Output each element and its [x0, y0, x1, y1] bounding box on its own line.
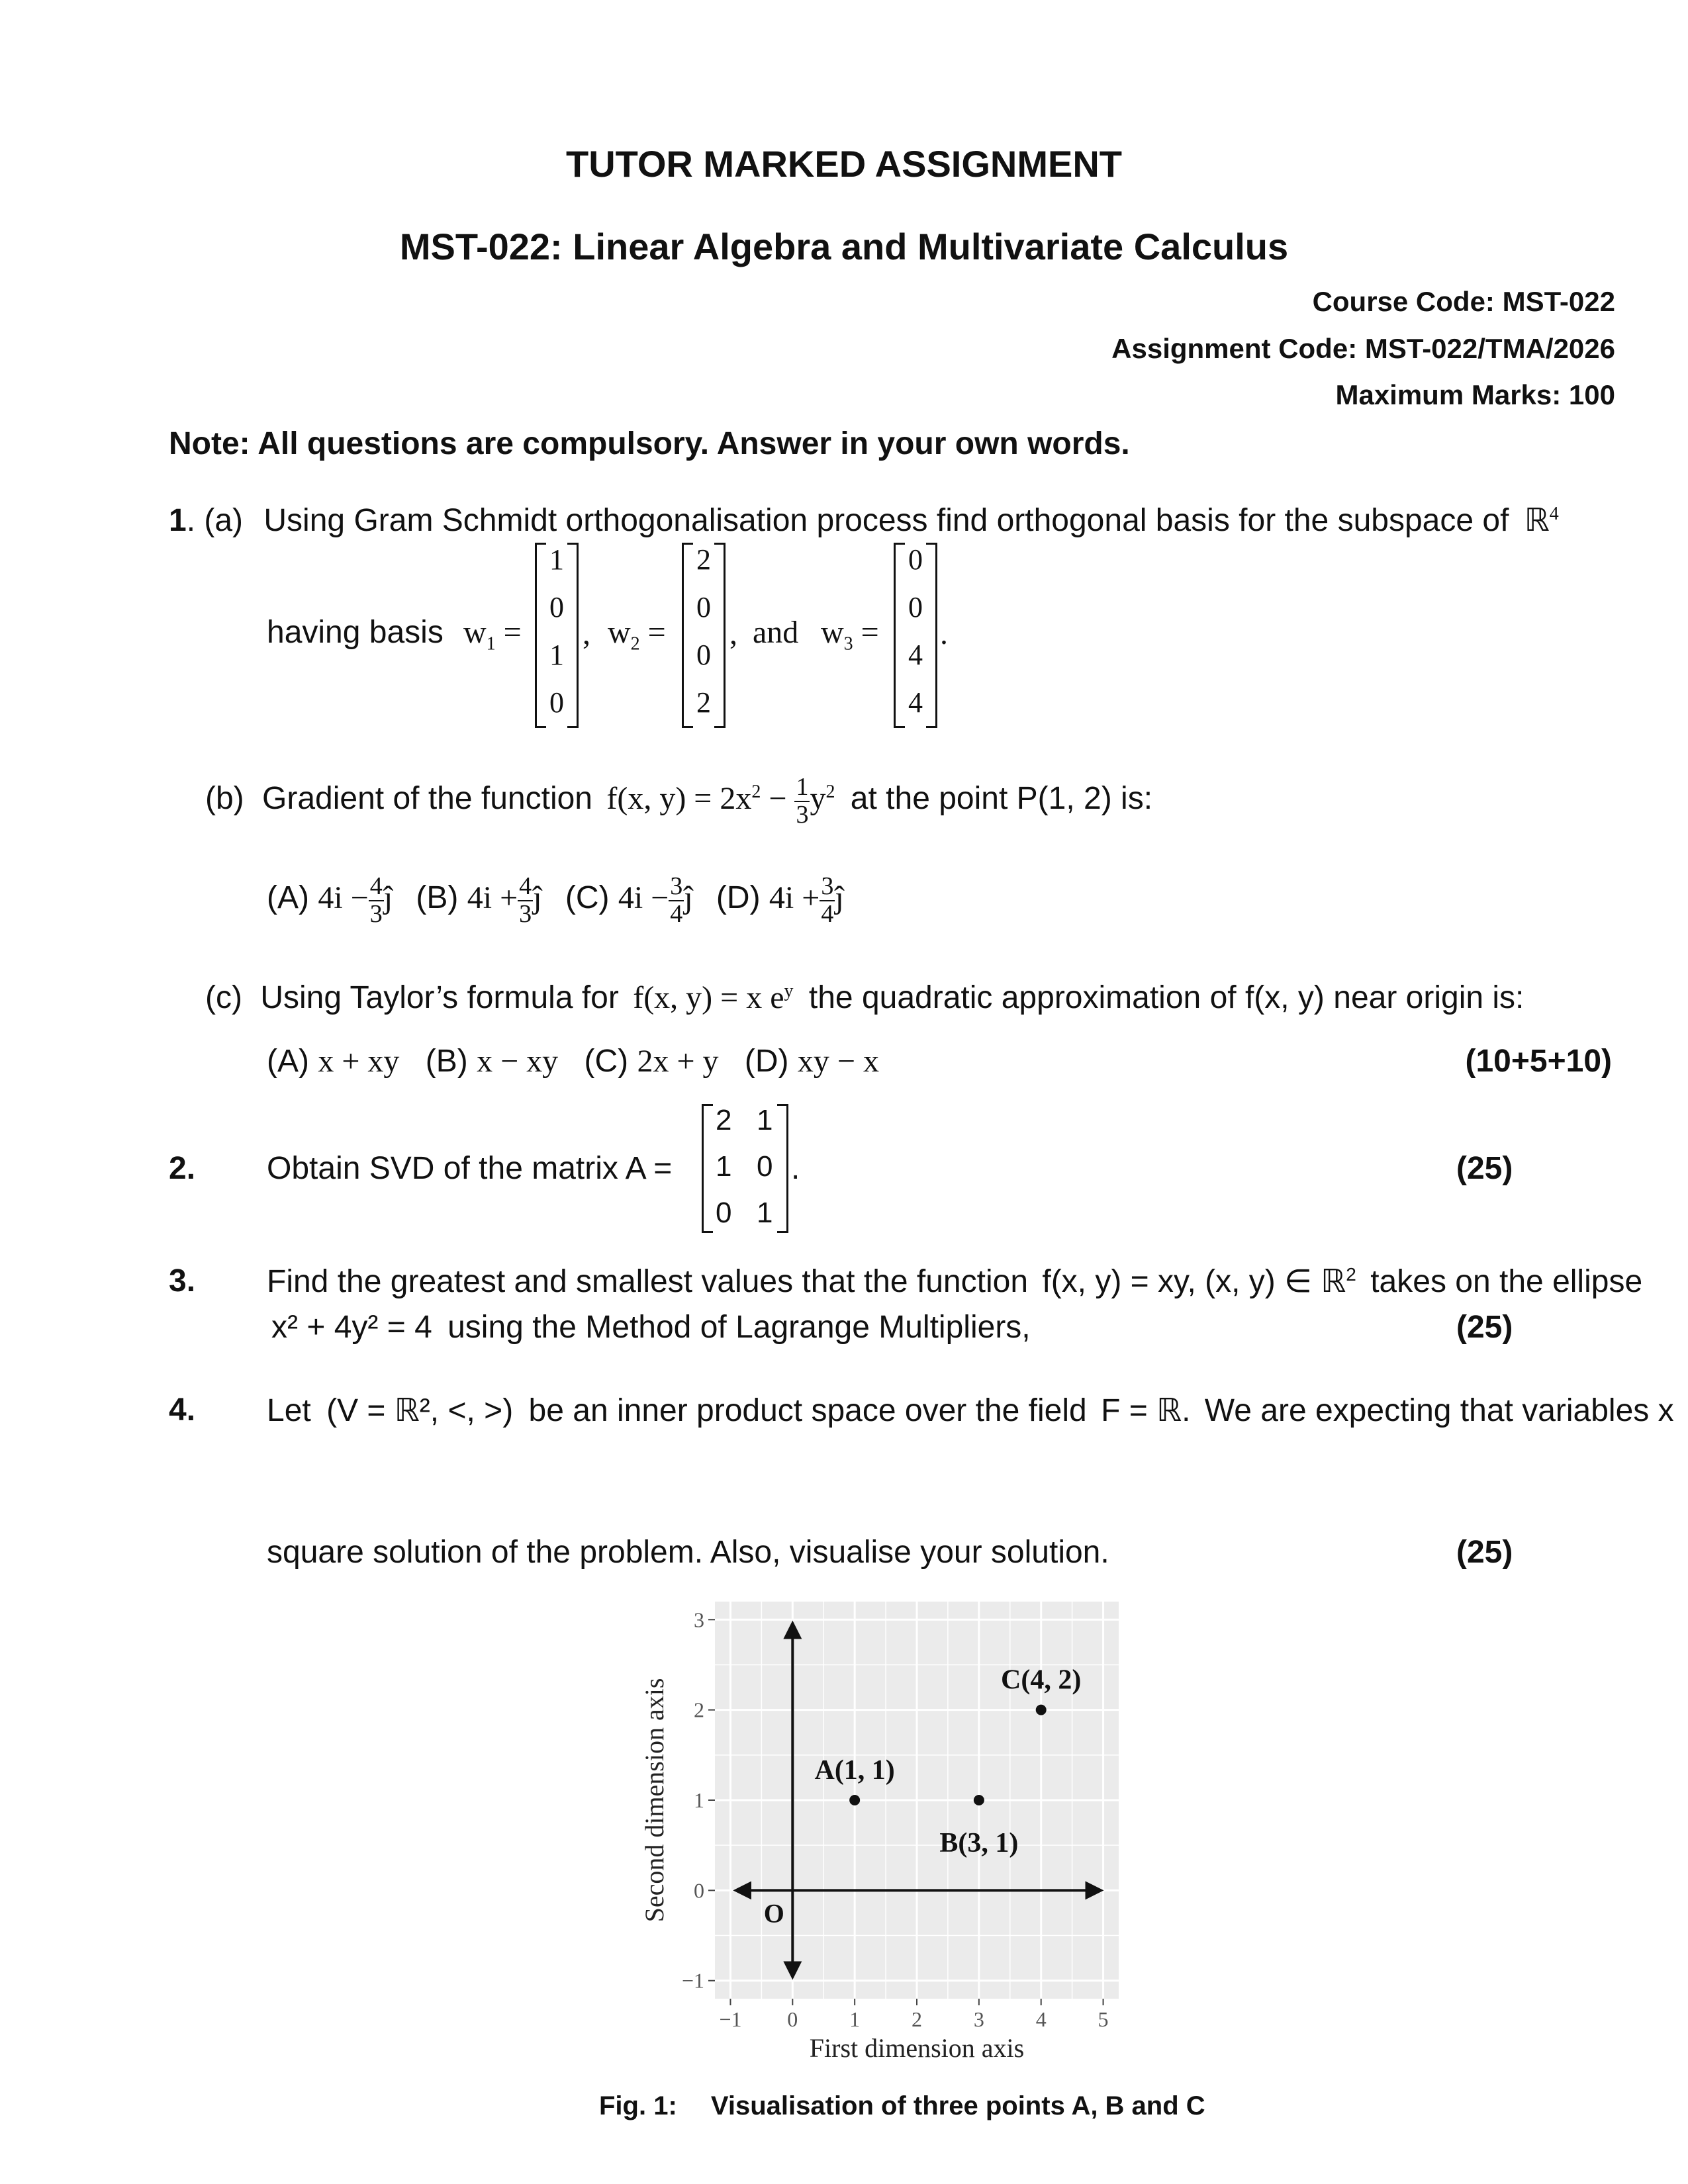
- matrix-entry: 0: [757, 1150, 773, 1183]
- q1b-label: (b): [205, 780, 244, 816]
- figure-caption: [599, 2091, 1205, 2121]
- option-b-d: (D) 4i + $\frac{3}{4}$ ĵ: [716, 872, 844, 928]
- x-tick-label: 5: [1098, 2007, 1109, 2031]
- q4-line2: square solution of the problem. Also, visualise your solution.: [267, 1535, 1109, 1570]
- period: .: [791, 1151, 800, 1186]
- option-b-b: (B) 4i + $\frac{4}{3}$ ĵ: [416, 872, 542, 928]
- y-tick-label: 1: [694, 1788, 704, 1812]
- option-c-a: (A) x + xy: [267, 1044, 400, 1079]
- plot-grid: [715, 1602, 1119, 1999]
- origin-label: O: [763, 1898, 784, 1929]
- document-subtitle: MST-022: Linear Algebra and Multivariate Calculus: [399, 226, 1289, 267]
- y-axis-label: Second dimension axis: [639, 1678, 669, 1923]
- document-title: TUTOR MARKED ASSIGNMENT: [566, 143, 1122, 185]
- q1c-line: [205, 979, 1524, 1016]
- q1a-text: Using Gram Schmidt orthogonalisation process find orthogonal basis for the subspace of: [263, 503, 1509, 538]
- q2-number: 2.: [169, 1151, 196, 1186]
- q4-line1: Let (V = ℝ², <, >) be an inner product space over the field F = ℝ. We are expecting that variables x: [267, 1393, 1674, 1428]
- x-tick-label: 0: [787, 2007, 798, 2031]
- assignment-code: Assignment Code: MST-022/TMA/2026: [1111, 333, 1615, 364]
- vector-entry: 0: [696, 591, 711, 623]
- option-c-c: (C) 2x + y: [584, 1044, 719, 1079]
- option-c-d: (D) xy − x: [744, 1044, 879, 1079]
- vector-entry: 4: [908, 639, 923, 671]
- option-c-b: (B) x − xy: [425, 1044, 559, 1079]
- w2-label: $w_2$ =: [608, 615, 666, 655]
- w3-label: $w_3$ =: [821, 615, 879, 655]
- matrix-entry: 2: [716, 1104, 732, 1136]
- point-label: A(1, 1): [814, 1755, 895, 1786]
- q1a-label: . (a): [186, 503, 244, 538]
- vector-entry: 2: [696, 543, 711, 576]
- option-b-a: (A) 4i − $\frac{4}{3}$ ĵ: [267, 872, 393, 928]
- option-b-c: (C) 4i − $\frac{3}{4}$ ĵ: [565, 872, 693, 928]
- x-tick-label: 3: [973, 2007, 984, 2031]
- q3-line1: Find the greatest and smallest values that the function f(x, y) = xy, (x, y) ∈ ℝ$^2$ takes on the ellipse: [267, 1264, 1643, 1299]
- max-marks: Maximum Marks: 100: [1335, 379, 1615, 410]
- q1b-text-post: at the point P(1, 2) is:: [850, 780, 1153, 816]
- y-tick-label: 0: [694, 1878, 704, 1903]
- vector-entry: 0: [696, 639, 711, 671]
- w2-vector: [682, 543, 726, 728]
- comma: ,: [729, 616, 737, 651]
- matrix-entry: 0: [716, 1197, 732, 1229]
- w3-vector: [894, 543, 937, 728]
- y-tick-label: 3: [694, 1608, 704, 1632]
- q1a-space: ℝ$^4$: [1524, 503, 1559, 538]
- x-tick-label: 2: [912, 2007, 922, 2031]
- q1b-options: [267, 874, 844, 928]
- x-axis-label: First dimension axis: [809, 2033, 1025, 2063]
- figure-caption-text: Visualisation of three points A, B and C: [710, 2091, 1205, 2120]
- q1b-line: [205, 774, 1152, 829]
- point-label: B(3, 1): [939, 1828, 1019, 1858]
- q1a-having-basis: having basis: [267, 615, 444, 650]
- q3-line2: x² + 4y² = 4 using the Method of Lagrange Multipliers,: [271, 1310, 1031, 1345]
- course-code: Course Code: MST-022: [1312, 286, 1615, 317]
- matrix-entry: 1: [716, 1150, 732, 1183]
- figure-label: Fig. 1:: [599, 2091, 677, 2120]
- matrix-entry: 1: [757, 1197, 773, 1229]
- q1-number: 1: [169, 503, 187, 538]
- q1b-function: f(x, $y) = 2x^2$ − $\frac{1}{3}$ $y^2$: [606, 773, 835, 829]
- q1c-options: [267, 1043, 879, 1079]
- data-point: [974, 1795, 984, 1805]
- q3-marks: (25): [1456, 1310, 1513, 1345]
- matrix-entry: 1: [757, 1104, 773, 1136]
- q2-text: Obtain SVD of the matrix A =: [267, 1151, 673, 1186]
- w1-vector: [535, 543, 579, 728]
- instructions-note: Note: All questions are compulsory. Answer in your own words.: [169, 426, 1130, 461]
- q1c-text: Using Taylor’s formula for: [260, 980, 619, 1015]
- q1b-text: Gradient of the function: [262, 780, 592, 816]
- and-word: and: [753, 615, 799, 650]
- q3-number: 3.: [169, 1263, 196, 1298]
- q2-marks: (25): [1456, 1151, 1513, 1186]
- data-point: [1036, 1705, 1047, 1715]
- vector-entry: 0: [549, 591, 564, 623]
- q4-marks: (25): [1456, 1535, 1513, 1570]
- vector-entry: 0: [908, 591, 923, 623]
- y-tick-label: −1: [681, 1968, 704, 1993]
- vector-entry: 0: [549, 686, 564, 719]
- vector-entry: 1: [549, 543, 564, 576]
- x-tick-label: 1: [849, 2007, 861, 2031]
- vector-entry: 4: [908, 686, 923, 719]
- scatter-figure: [635, 1582, 1152, 2085]
- x-tick-label: −1: [719, 2007, 742, 2031]
- q1c-function: f(x, y) = x $e^y$: [633, 980, 794, 1015]
- comma: ,: [583, 616, 590, 651]
- data-point: [849, 1795, 860, 1805]
- q2-matrix: [702, 1104, 788, 1233]
- vector-entry: 1: [549, 639, 564, 671]
- period: .: [940, 616, 948, 651]
- vector-entry: 0: [908, 543, 923, 576]
- q1-marks: (10+5+10): [1465, 1044, 1612, 1079]
- w1-label: $w_1$ =: [463, 615, 522, 655]
- point-label: C(4, 2): [1001, 1664, 1082, 1696]
- q4-number: 4.: [169, 1392, 196, 1428]
- y-tick-label: 2: [694, 1698, 704, 1722]
- q1c-text-post: the quadratic approximation of f(x, y) near origin is:: [808, 980, 1524, 1015]
- vector-entry: 2: [696, 686, 711, 719]
- x-tick-label: 4: [1035, 2007, 1047, 2031]
- q1a-line: [169, 502, 1559, 539]
- q1c-label: (c): [205, 980, 242, 1015]
